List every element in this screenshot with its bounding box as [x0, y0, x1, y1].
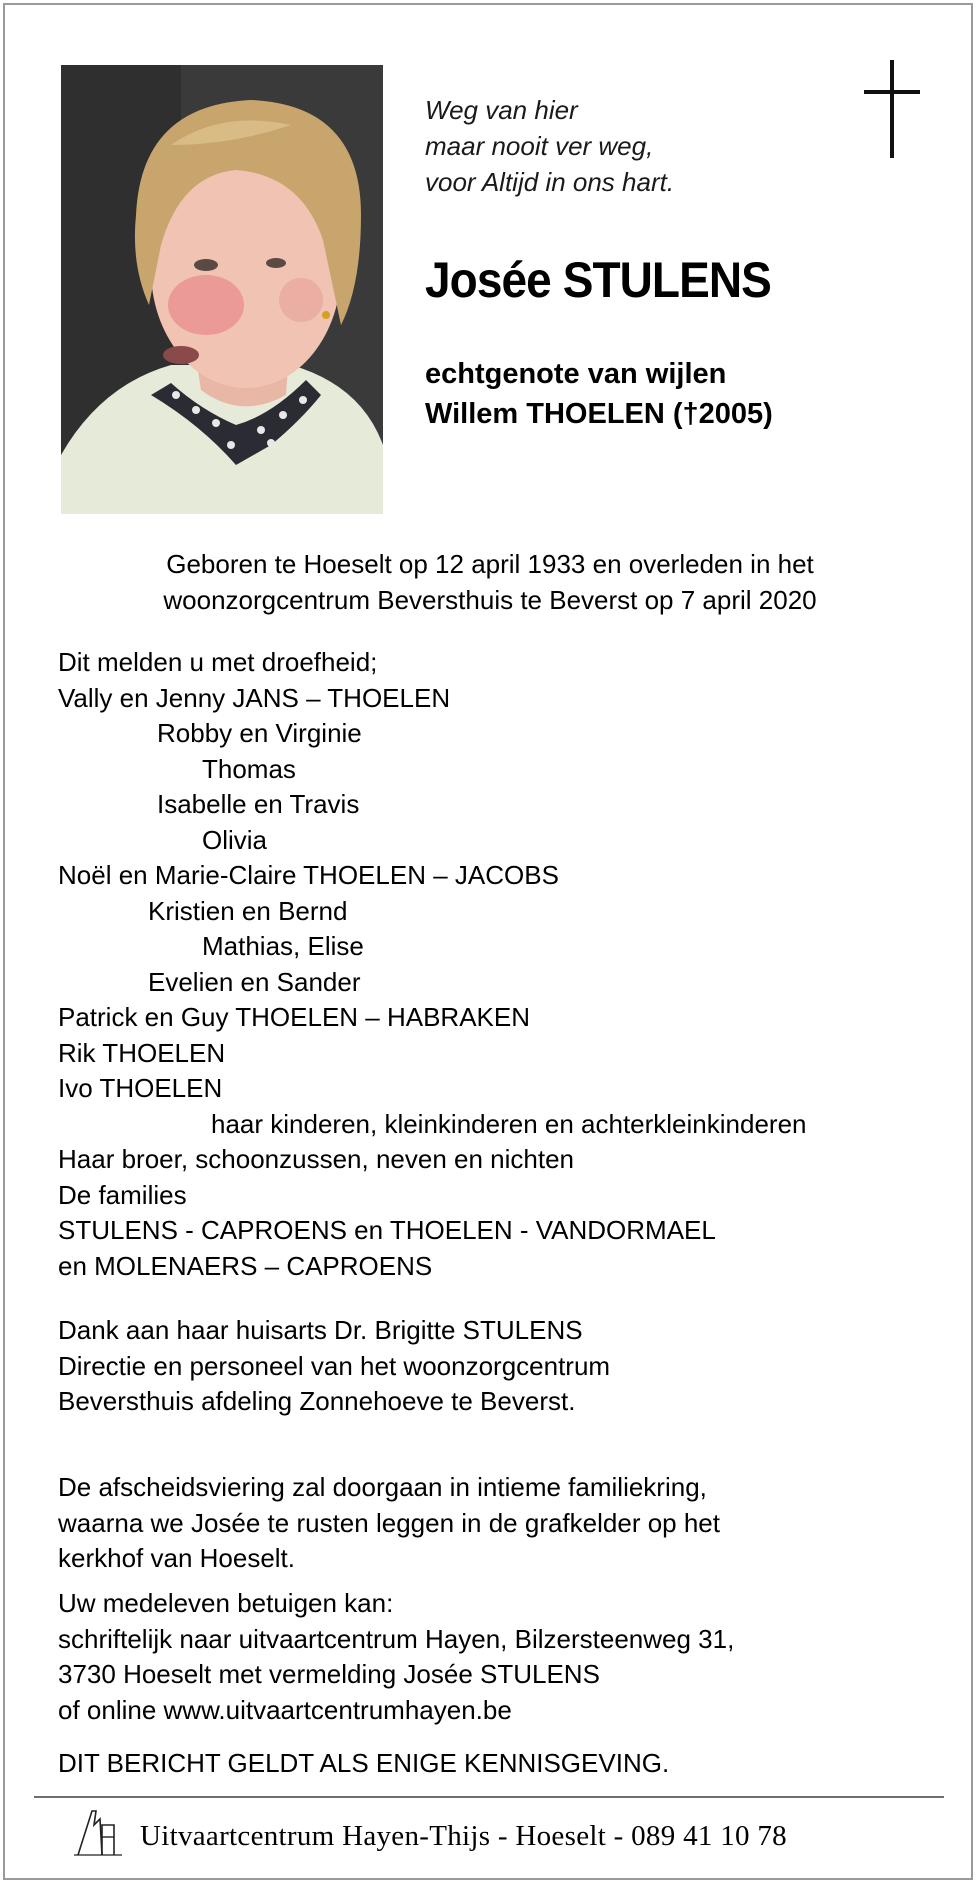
mourner-line: Isabelle en Travis	[157, 789, 360, 819]
mourner-line: Haar broer, schoonzussen, neven en nichten	[58, 1144, 575, 1174]
ceremony-line: kerkhof van Hoeselt.	[58, 1543, 296, 1573]
quote-line: voor Altijd in ons hart.	[425, 167, 675, 197]
thanks-section	[58, 1313, 938, 1420]
mourner-line: haar kinderen, kleinkinderen en achterkleinkinderen	[211, 1108, 807, 1139]
cross-icon	[862, 60, 922, 165]
birth-death-info	[0, 546, 980, 618]
mourner-line: en MOLENAERS – CAPROENS	[58, 1250, 433, 1281]
mourner-line: Olivia	[202, 824, 268, 855]
thanks-line: Dank aan haar huisarts Dr. Brigitte STULENS	[58, 1315, 583, 1345]
condolence-line: of online www.uitvaartcentrumhayen.be	[58, 1694, 512, 1725]
mourner-line: Robby en Virginie	[157, 718, 362, 748]
condolence-line: Uw medeleven betuigen kan:	[58, 1588, 394, 1618]
mourner-line: STULENS - CAPROENS en THOELEN - VANDORMAEL	[58, 1215, 716, 1245]
funeral-home-contact: Uitvaartcentrum Hayen-Thijs - Hoeselt - 089 41 10 78	[140, 1820, 787, 1852]
mourner-line: Mathias, Elise	[202, 931, 364, 961]
mourner-line: Kristien en Bernd	[148, 895, 348, 926]
mourner-line: Thomas	[202, 753, 296, 784]
birth-death-line: woonzorgcentrum Beversthuis te Beverst op 7 april 2020	[163, 585, 817, 615]
spouse-line: echtgenote van wijlen	[425, 358, 727, 390]
condolence-line: schriftelijk naar uitvaartcentrum Hayen, Bilzersteenweg 31,	[58, 1623, 735, 1654]
funeral-home-logo-icon	[72, 1805, 128, 1866]
ceremony-line: De afscheidsviering zal doorgaan in intieme familiekring,	[58, 1472, 707, 1502]
deceased-name: Josée STULENS	[425, 252, 771, 308]
ceremony-line: waarna we Josée te rusten leggen in de grafkelder op het	[58, 1507, 720, 1538]
notice-text: DIT BERICHT GELDT ALS ENIGE KENNISGEVING.	[58, 1748, 670, 1778]
birth-death-line: Geboren te Hoeselt op 12 april 1933 en overleden in het	[166, 549, 814, 579]
ceremony-section	[58, 1470, 938, 1577]
quote-line: Weg van hier	[425, 95, 578, 125]
mourner-line: Dit melden u met droefheid;	[58, 647, 378, 677]
thanks-line: Directie en personeel van het woonzorgcentrum	[58, 1350, 611, 1381]
mourner-line: Evelien en Sander	[148, 966, 361, 997]
condolence-section	[58, 1586, 938, 1728]
memorial-quote	[425, 92, 845, 200]
footer-divider	[34, 1796, 944, 1798]
mourner-line: De families	[58, 1179, 187, 1210]
thanks-line: Beversthuis afdeling Zonnehoeve te Beverst.	[58, 1386, 576, 1416]
portrait-photo	[61, 65, 383, 514]
quote-line: maar nooit ver weg,	[425, 131, 654, 161]
mourner-line: Rik THOELEN	[58, 1037, 226, 1068]
mourner-line: Noël en Marie-Claire THOELEN – JACOBS	[58, 860, 559, 890]
spouse-line: Willem THOELEN (†2005)	[425, 398, 773, 430]
mourner-line: Vally en Jenny JANS – THOELEN	[58, 682, 451, 713]
mourners-list	[58, 645, 938, 1284]
condolence-line: 3730 Hoeselt met vermelding Josée STULENS	[58, 1659, 600, 1689]
mourner-line: Patrick en Guy THOELEN – HABRAKEN	[58, 1002, 531, 1032]
mourner-line: Ivo THOELEN	[58, 1073, 223, 1103]
spouse-info	[425, 354, 773, 434]
